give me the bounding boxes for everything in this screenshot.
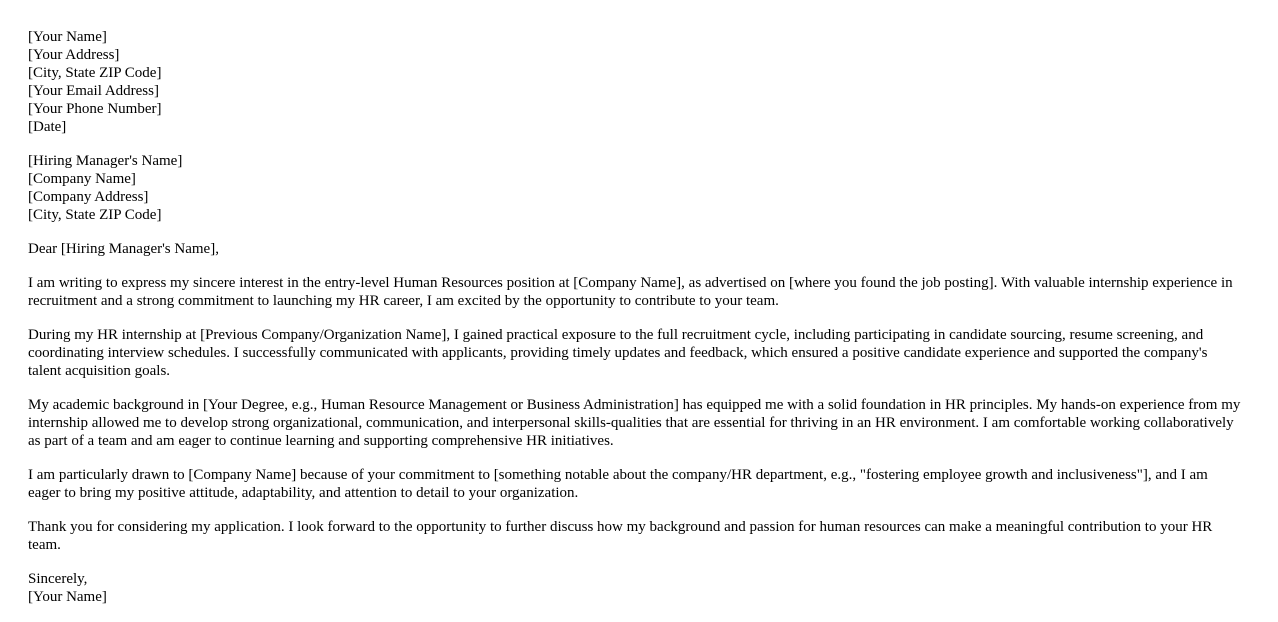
body-paragraph-education: My academic background in [Your Degree, e.g., Human Resource Management or Business Administration] has equipped me with a solid foundation in HR principles. My hands-on experience from my internship allowed me to develop strong organizational, communication, and interpersonal skills-qualities that are essential for thriving in an HR environment. I am comfortable working collaboratively as part of a team and am eager to continue learning and supporting comprehensive HR initiatives. <box>28 397 1241 449</box>
sender-email: [Your Email Address] <box>28 83 159 99</box>
recipient-city-state-zip: [City, State ZIP Code] <box>28 207 162 223</box>
salutation: Dear [Hiring Manager's Name], <box>28 241 219 257</box>
sender-address-block <box>28 28 1243 136</box>
sender-name: [Your Name] <box>28 29 107 45</box>
recipient-name: [Hiring Manager's Name] <box>28 153 183 169</box>
recipient-company-address: [Company Address] <box>28 189 149 205</box>
sender-address: [Your Address] <box>28 47 120 63</box>
sender-phone: [Your Phone Number] <box>28 101 162 117</box>
body-paragraph-closing: Thank you for considering my application. I look forward to the opportunity to further discuss how my background and passion for human resources can make a meaningful contribution to your HR team. <box>28 519 1213 553</box>
letter-date: [Date] <box>28 119 67 135</box>
body-paragraph-intro: I am writing to express my sincere interest in the entry-level Human Resources position at [Company Name], as advertised on [where you found the job posting]. With valuable internship experience in recruitment and a strong commitment to launching my HR career, I am excited by the opportunity to contribute to your team. <box>28 275 1233 309</box>
closing: Sincerely, <box>28 571 88 587</box>
recipient-address-block <box>28 152 1243 224</box>
recipient-company: [Company Name] <box>28 171 136 187</box>
body-paragraph-company-interest: I am particularly drawn to [Company Name] because of your commitment to [something notable about the company/HR department, e.g., "fostering employee growth and inclusiveness"], and I am eager to bring my positive attitude, adaptability, and attention to detail to your organization. <box>28 467 1208 501</box>
body-paragraph-internship: During my HR internship at [Previous Company/Organization Name], I gained practical exposure to the full recruitment cycle, including participating in candidate sourcing, resume screening, and coordinating interview schedules. I successfully communicated with applicants, providing timely updates and feedback, which ensured a positive candidate experience and supported the company's talent acquisition goals. <box>28 327 1208 379</box>
sender-city-state-zip: [City, State ZIP Code] <box>28 65 162 81</box>
signature-name: [Your Name] <box>28 589 107 605</box>
cover-letter <box>28 28 1243 622</box>
